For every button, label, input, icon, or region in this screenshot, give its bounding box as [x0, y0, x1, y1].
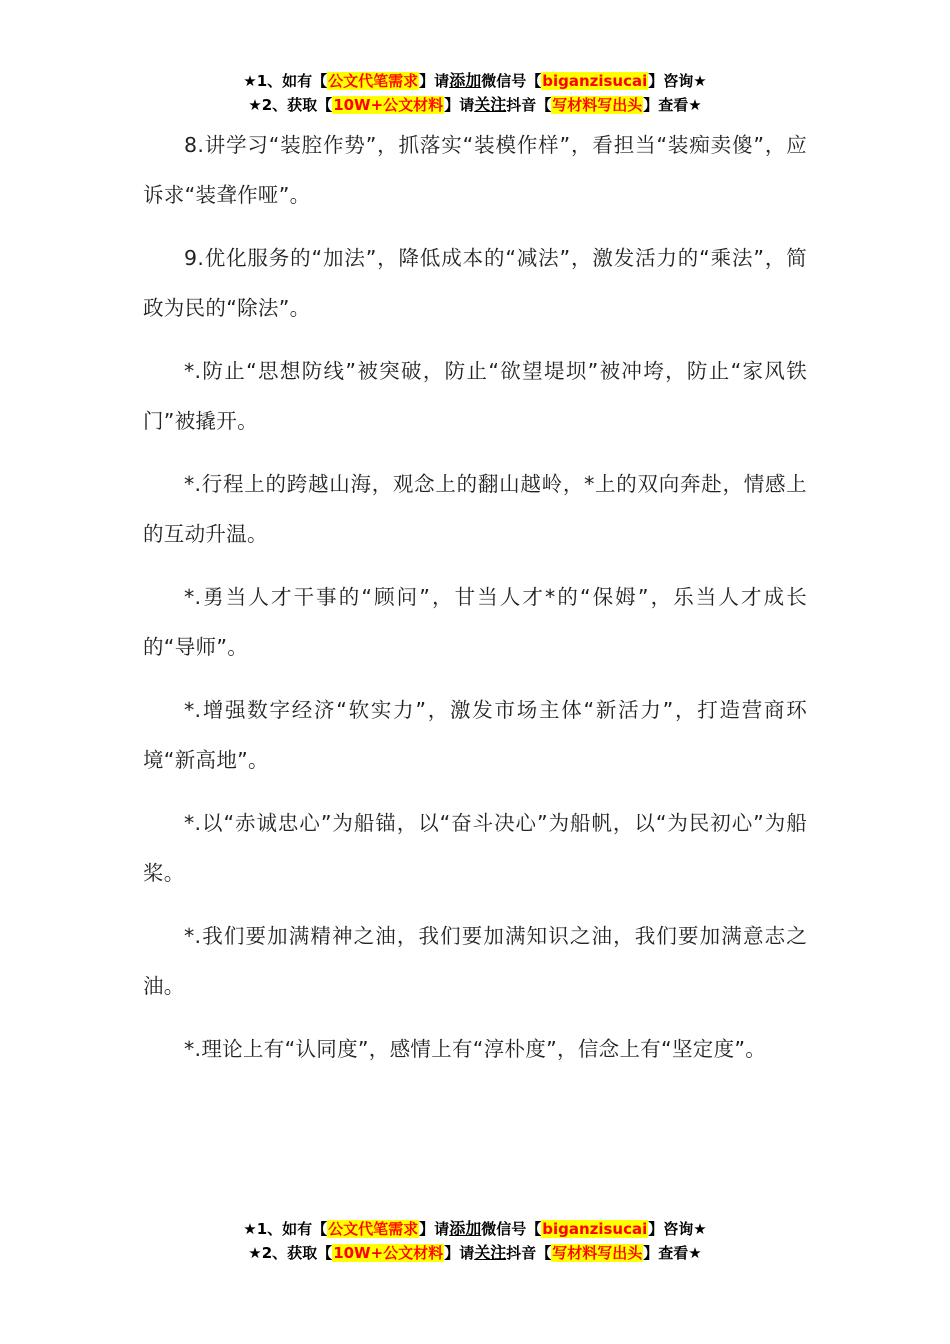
follow-emphasis: 关注 [474, 95, 507, 114]
header-line-1-suffix: 】咨询★ [648, 72, 707, 90]
header-banner [0, 69, 950, 117]
materials-count-highlight: 10W+公文材料 [333, 1244, 444, 1262]
footer-line-1 [0, 1217, 950, 1241]
footer-line-2-text: 】请 [444, 1244, 475, 1262]
header-line-2-suffix: 】查看★ [643, 96, 702, 114]
douyin-account-highlight: 写材料写出头 [552, 1244, 643, 1262]
paragraph-theory: *.理论上有“认同度”，感情上有“淳朴度”，信念上有“坚定度”。 [184, 1037, 767, 1061]
footer-line-2 [0, 1241, 950, 1265]
footer-line-1-suffix: 】咨询★ [648, 1220, 707, 1238]
header-line-1 [0, 69, 950, 93]
header-line-1-text: 】请 [419, 72, 450, 90]
footer-line-2-text-2: 抖音【 [506, 1244, 552, 1262]
wechat-id-highlight: biganzisucai [542, 1220, 648, 1238]
materials-count-highlight: 10W+公文材料 [333, 96, 444, 114]
header-line-1-text-2: 微信号【 [481, 72, 542, 90]
ghostwriting-service-highlight: 公文代笔需求 [328, 72, 419, 90]
header-line-2-text-2: 抖音【 [506, 96, 552, 114]
header-line-2-prefix: ★2、获取【 [248, 96, 333, 114]
footer-line-1-prefix: ★1、如有【 [243, 1220, 328, 1238]
header-line-2-text: 】请 [444, 96, 475, 114]
douyin-account-highlight: 写材料写出头 [552, 96, 643, 114]
paragraph-defense-lines: *.防止“思想防线”被突破，防止“欲望堤坝”被冲垮，防止“家风铁门”被撬开。 [143, 359, 807, 433]
footer-line-1-text: 】请 [419, 1220, 450, 1238]
paragraph-9: 9.优化服务的“加法”，降低成本的“减法”，激发活力的“乘法”，简政为民的“除法”。 [143, 246, 807, 320]
footer-banner [0, 1217, 950, 1265]
document-body [143, 120, 807, 1087]
header-line-2 [0, 93, 950, 117]
header-line-1-prefix: ★1、如有【 [243, 72, 328, 90]
footer-line-1-text-2: 微信号【 [481, 1220, 542, 1238]
paragraph-refuel: *.我们要加满精神之油，我们要加满知识之油，我们要加满意志之油。 [143, 924, 807, 998]
follow-emphasis: 关注 [474, 1243, 507, 1262]
paragraph-talent: *.勇当人才干事的“顾问”，甘当人才*的“保姆”，乐当人才成长的“导师”。 [143, 585, 807, 659]
footer-line-2-suffix: 】查看★ [643, 1244, 702, 1262]
wechat-id-highlight: biganzisucai [542, 72, 648, 90]
paragraph-digital-economy: *.增强数字经济“软实力”，激发市场主体“新活力”，打造营商环境“新高地”。 [143, 698, 807, 772]
footer-line-2-prefix: ★2、获取【 [248, 1244, 333, 1262]
add-emphasis: 添加 [449, 1219, 482, 1238]
paragraph-journey: *.行程上的跨越山海，观念上的翻山越岭，*上的双向奔赴，情感上的互动升温。 [143, 472, 807, 546]
ghostwriting-service-highlight: 公文代笔需求 [328, 1220, 419, 1238]
add-emphasis: 添加 [449, 71, 482, 90]
paragraph-8: 8.讲学习“装腔作势”，抓落实“装模作样”，看担当“装痴卖傻”，应诉求“装聋作哑”。 [143, 133, 807, 207]
paragraph-ship: *.以“赤诚忠心”为船锚，以“奋斗决心”为船帆，以“为民初心”为船桨。 [143, 811, 807, 885]
